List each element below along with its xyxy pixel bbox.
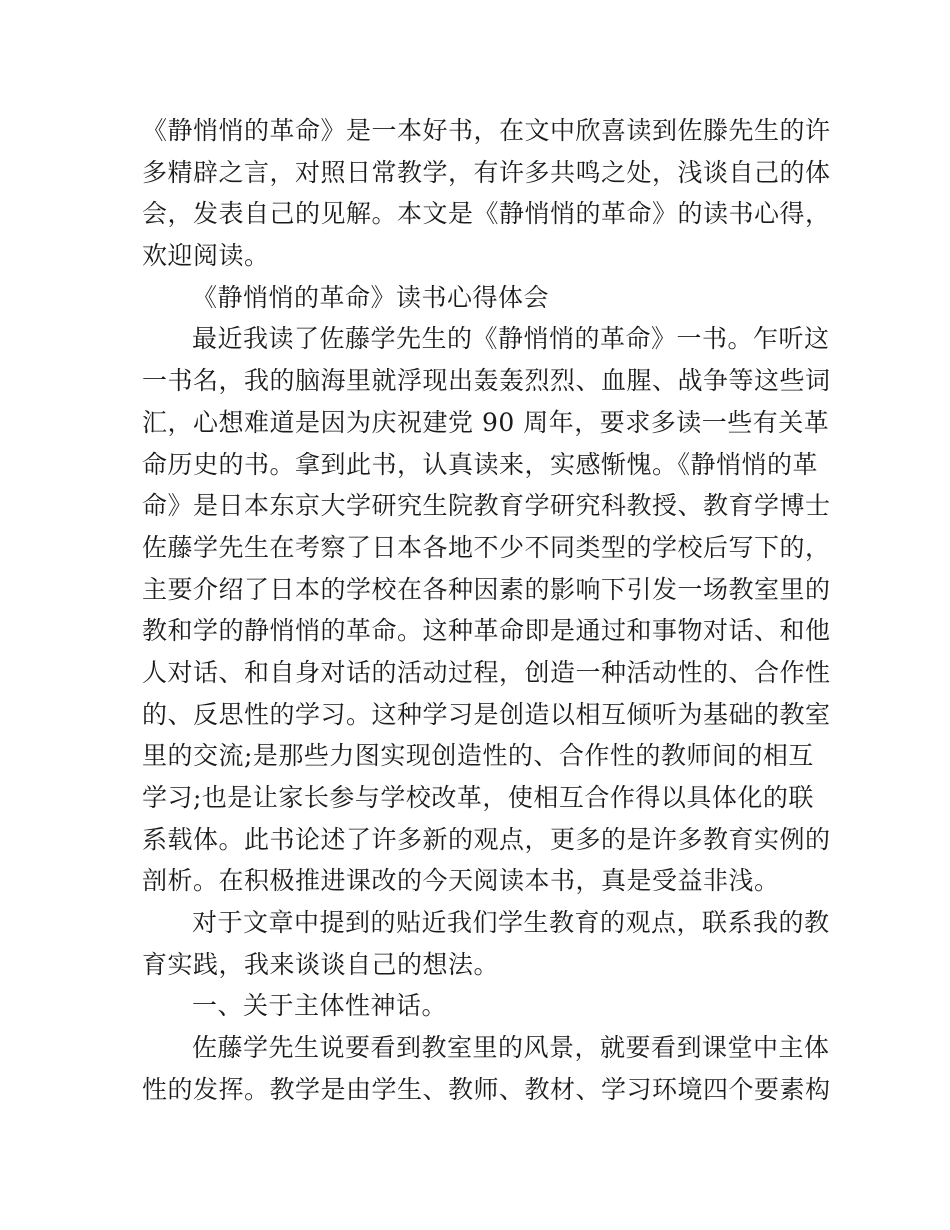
paragraph-line: 一书名，我的脑海里就浮现出轰轰烈烈、血腥、战争等这些词: [142, 366, 831, 396]
paragraph-line: 汇，心想难道是因为庆祝建党 90 周年，要求多读一些有关革: [142, 407, 830, 437]
paragraph-line: 学习;也是让家长参与学校改革，使相互合作得以具体化的联: [142, 783, 814, 812]
section-heading: 一、关于主体性神话。: [192, 991, 448, 1021]
paragraph-line: 性的发挥。教学是由学生、教师、教材、学习环境四个要素构: [142, 1074, 831, 1104]
paragraph-line: 里的交流;是那些力图实现创造性的、合作性的教师间的相互: [142, 741, 814, 771]
intro-line: 多精辟之言，对照日常教学，有许多共鸣之处，浅谈自己的体: [142, 157, 831, 187]
paragraph-line: 系载体。此书论述了许多新的观点，更多的是许多教育实例的: [142, 824, 831, 854]
intro-line: 《静悄悄的革命》是一本好书，在文中欣喜读到佐滕先生的许: [142, 116, 831, 145]
paragraph-line: 命》是日本东京大学研究生院教育学研究科教授、教育学博士: [142, 491, 831, 521]
paragraph-line: 命历史的书。拿到此书，认真读来，实感惭愧。《静悄悄的革: [142, 449, 819, 479]
paragraph-line: 佐藤学先生在考察了日本各地不少不同类型的学校后写下的，: [142, 532, 831, 562]
document-body: [142, 110, 831, 1111]
paragraph-line: 主要介绍了日本的学校在各种因素的影响下引发一场教室里的: [142, 574, 831, 604]
paragraph-line: 育实践，我来谈谈自己的想法。: [142, 949, 500, 979]
paragraph-line: 教和学的静悄悄的革命。这种革命即是通过和事物对话、和他: [142, 616, 831, 646]
intro-line: 欢迎阅读。: [142, 241, 270, 271]
paragraph-line: 最近我读了佐藤学先生的《静悄悄的革命》一书。乍听这: [192, 324, 830, 354]
paragraph-line: 人对话、和自身对话的活动过程，创造一种活动性的、合作性: [142, 657, 831, 687]
article-title: 《静悄悄的革命》读书心得体会: [192, 282, 550, 312]
paragraph-line: 对于文章中提到的贴近我们学生教育的观点，联系我的教: [192, 908, 830, 938]
paragraph-line: 剖析。在积极推进课改的今天阅读本书，真是受益非浅。: [142, 866, 780, 896]
paragraph-line: 的、反思性的学习。这种学习是创造以相互倾听为基础的教室: [142, 699, 831, 729]
paragraph-line: 佐藤学先生说要看到教室里的风景，就要看到课堂中主体: [192, 1033, 830, 1063]
intro-line: 会，发表自己的见解。本文是《静悄悄的革命》的读书心得，: [142, 199, 831, 229]
